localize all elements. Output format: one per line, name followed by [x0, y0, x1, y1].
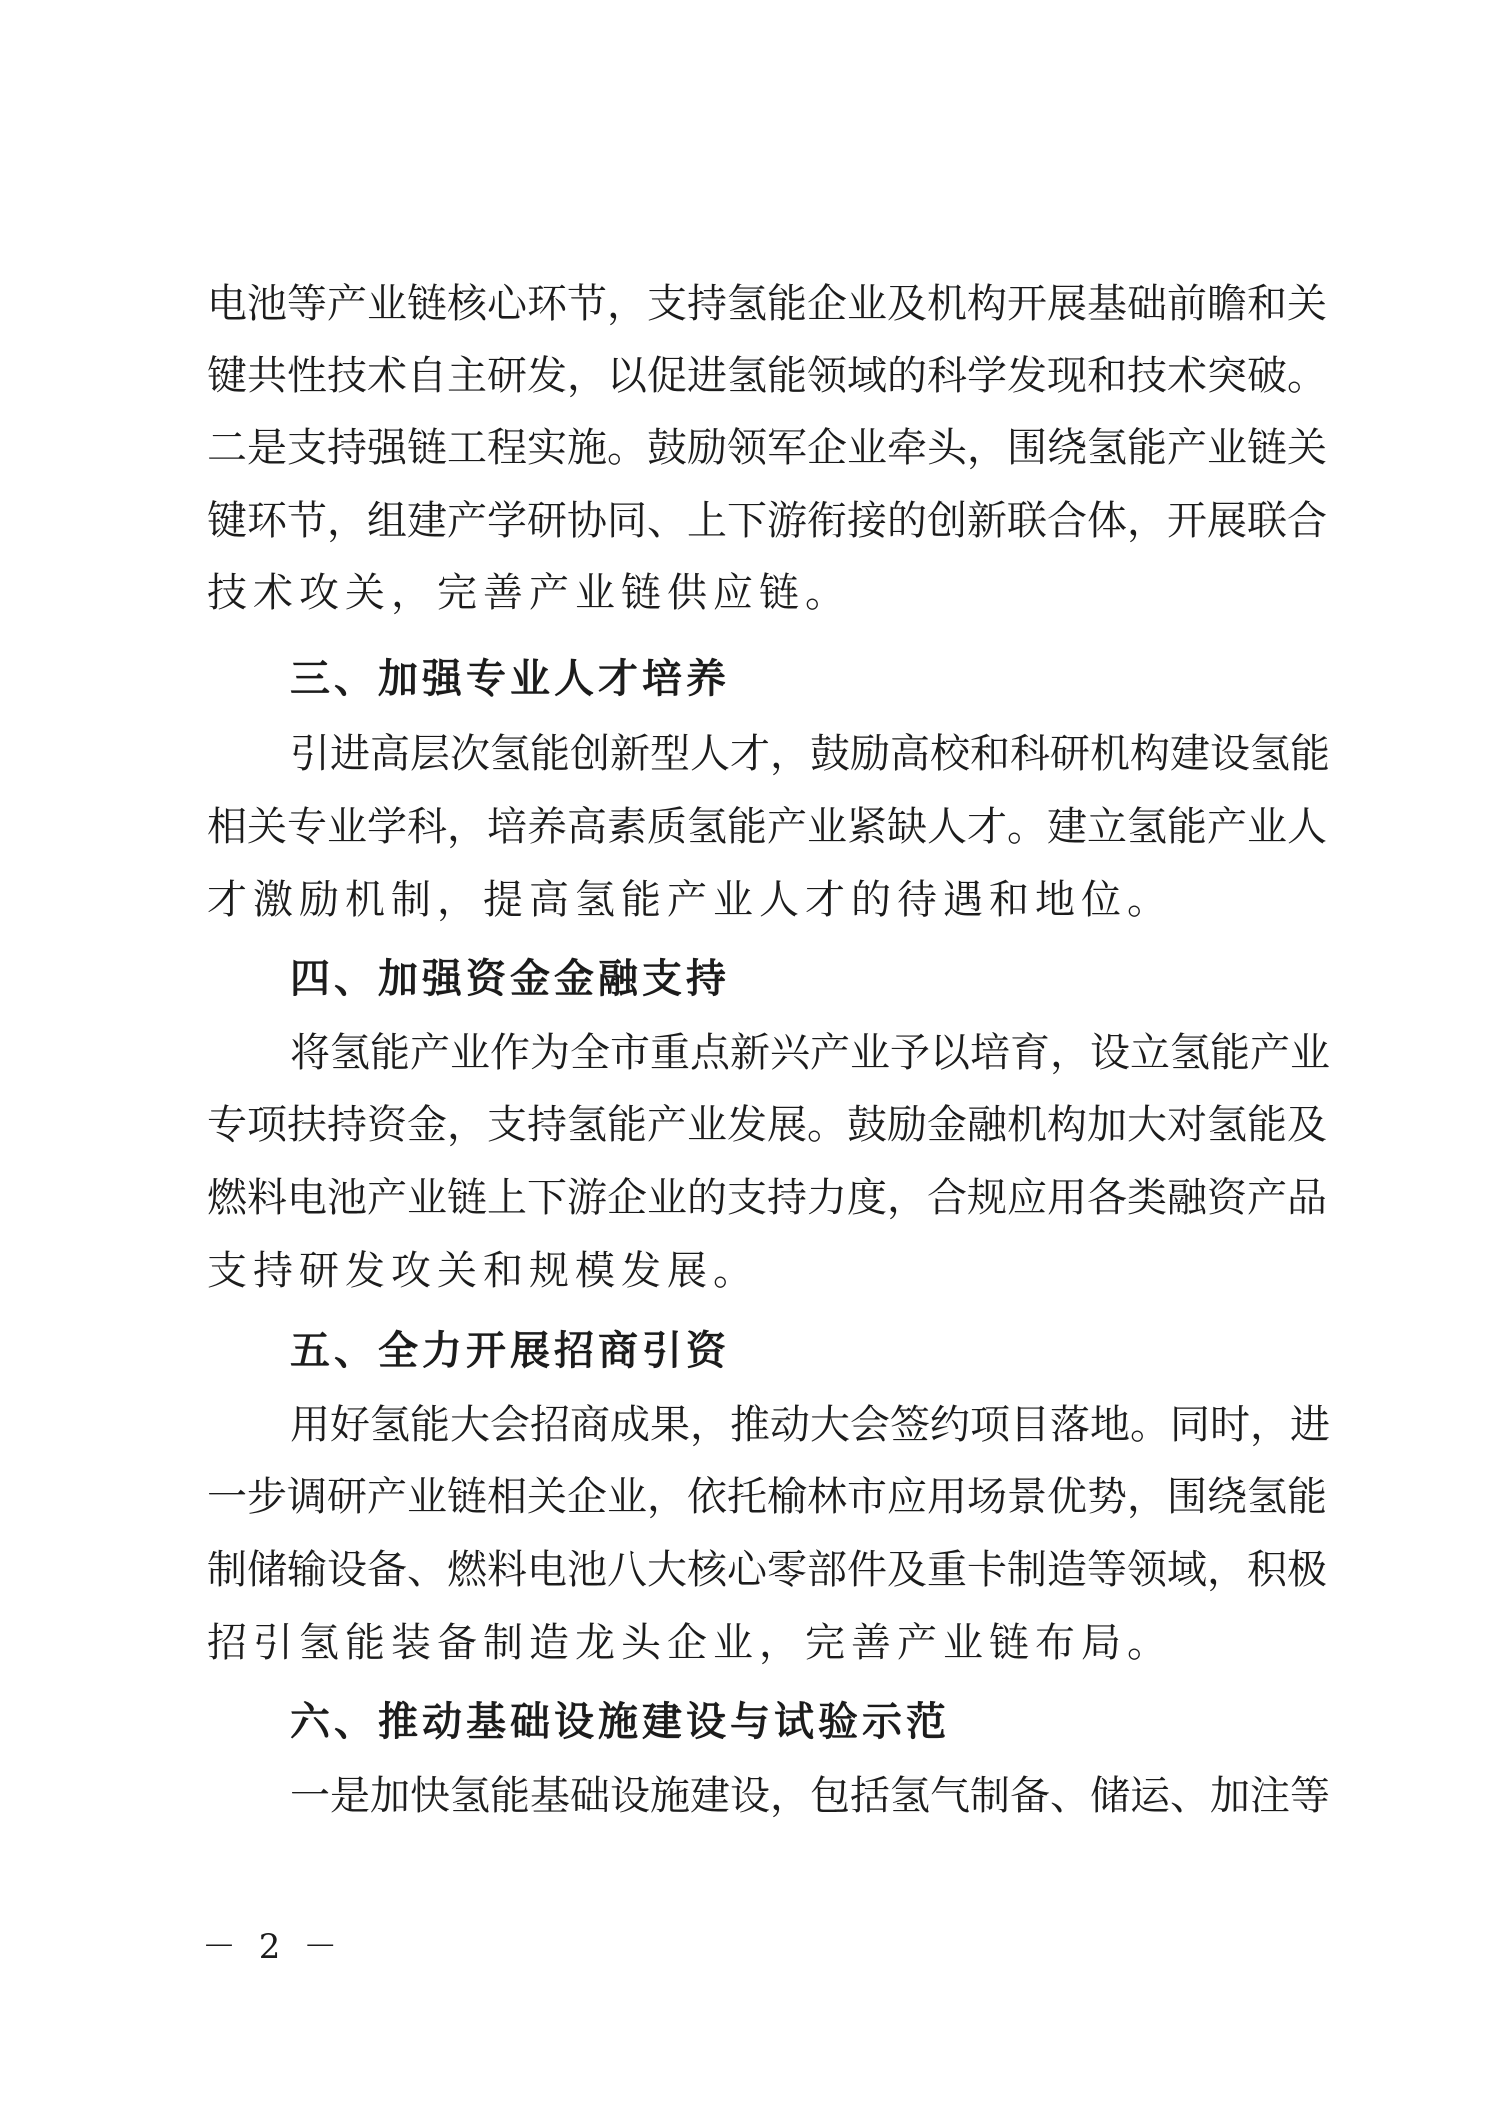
paragraph-line: 技术攻关，完善产业链供应链。: [207, 570, 851, 616]
paragraph-line: 燃料电池产业链上下游企业的支持力度，合规应用各类融资产品: [207, 1175, 1327, 1221]
paragraph-line: 才激励机制，提高氢能产业人才的待遇和地位。: [207, 877, 1173, 923]
paragraph-line: 用好氢能大会招商成果，推动大会签约项目落地。同时，进: [290, 1402, 1330, 1448]
paragraph-line: 支持研发攻关和规模发展。: [207, 1248, 759, 1294]
paragraph-line: 二是支持强链工程实施。鼓励领军企业牵头，围绕氢能产业链关: [207, 425, 1327, 471]
paragraph-line: 键共性技术自主研发，以促进氢能领域的科学发现和技术突破。: [207, 353, 1327, 399]
paragraph-line: 键环节，组建产学研协同、上下游衔接的创新联合体，开展联合: [207, 498, 1327, 544]
paragraph-line: 招引氢能装备制造龙头企业，完善产业链布局。: [207, 1620, 1173, 1666]
section-heading: 四、加强资金金融支持: [290, 956, 730, 1002]
paragraph-line: 一是加快氢能基础设施建设，包括氢气制备、储运、加注等: [290, 1773, 1330, 1819]
section-heading: 六、推动基础设施建设与试验示范: [290, 1699, 950, 1745]
paragraph-line: 电池等产业链核心环节，支持氢能企业及机构开展基础前瞻和关: [207, 281, 1327, 327]
page-number: － 2 －: [202, 1927, 344, 1967]
paragraph-line: 引进高层次氢能创新型人才，鼓励高校和科研机构建设氢能: [290, 731, 1330, 777]
paragraph-line: 相关专业学科，培养高素质氢能产业紧缺人才。建立氢能产业人: [207, 804, 1327, 850]
paragraph-line: 将氢能产业作为全市重点新兴产业予以培育，设立氢能产业: [290, 1030, 1330, 1076]
section-heading: 五、全力开展招商引资: [290, 1328, 730, 1374]
section-heading: 三、加强专业人才培养: [290, 656, 730, 702]
paragraph-line: 一步调研产业链相关企业，依托榆林市应用场景优势，围绕氢能: [207, 1474, 1327, 1520]
paragraph-line: 制储输设备、燃料电池八大核心零部件及重卡制造等领域，积极: [207, 1547, 1327, 1593]
paragraph-line: 专项扶持资金，支持氢能产业发展。鼓励金融机构加大对氢能及: [207, 1102, 1327, 1148]
